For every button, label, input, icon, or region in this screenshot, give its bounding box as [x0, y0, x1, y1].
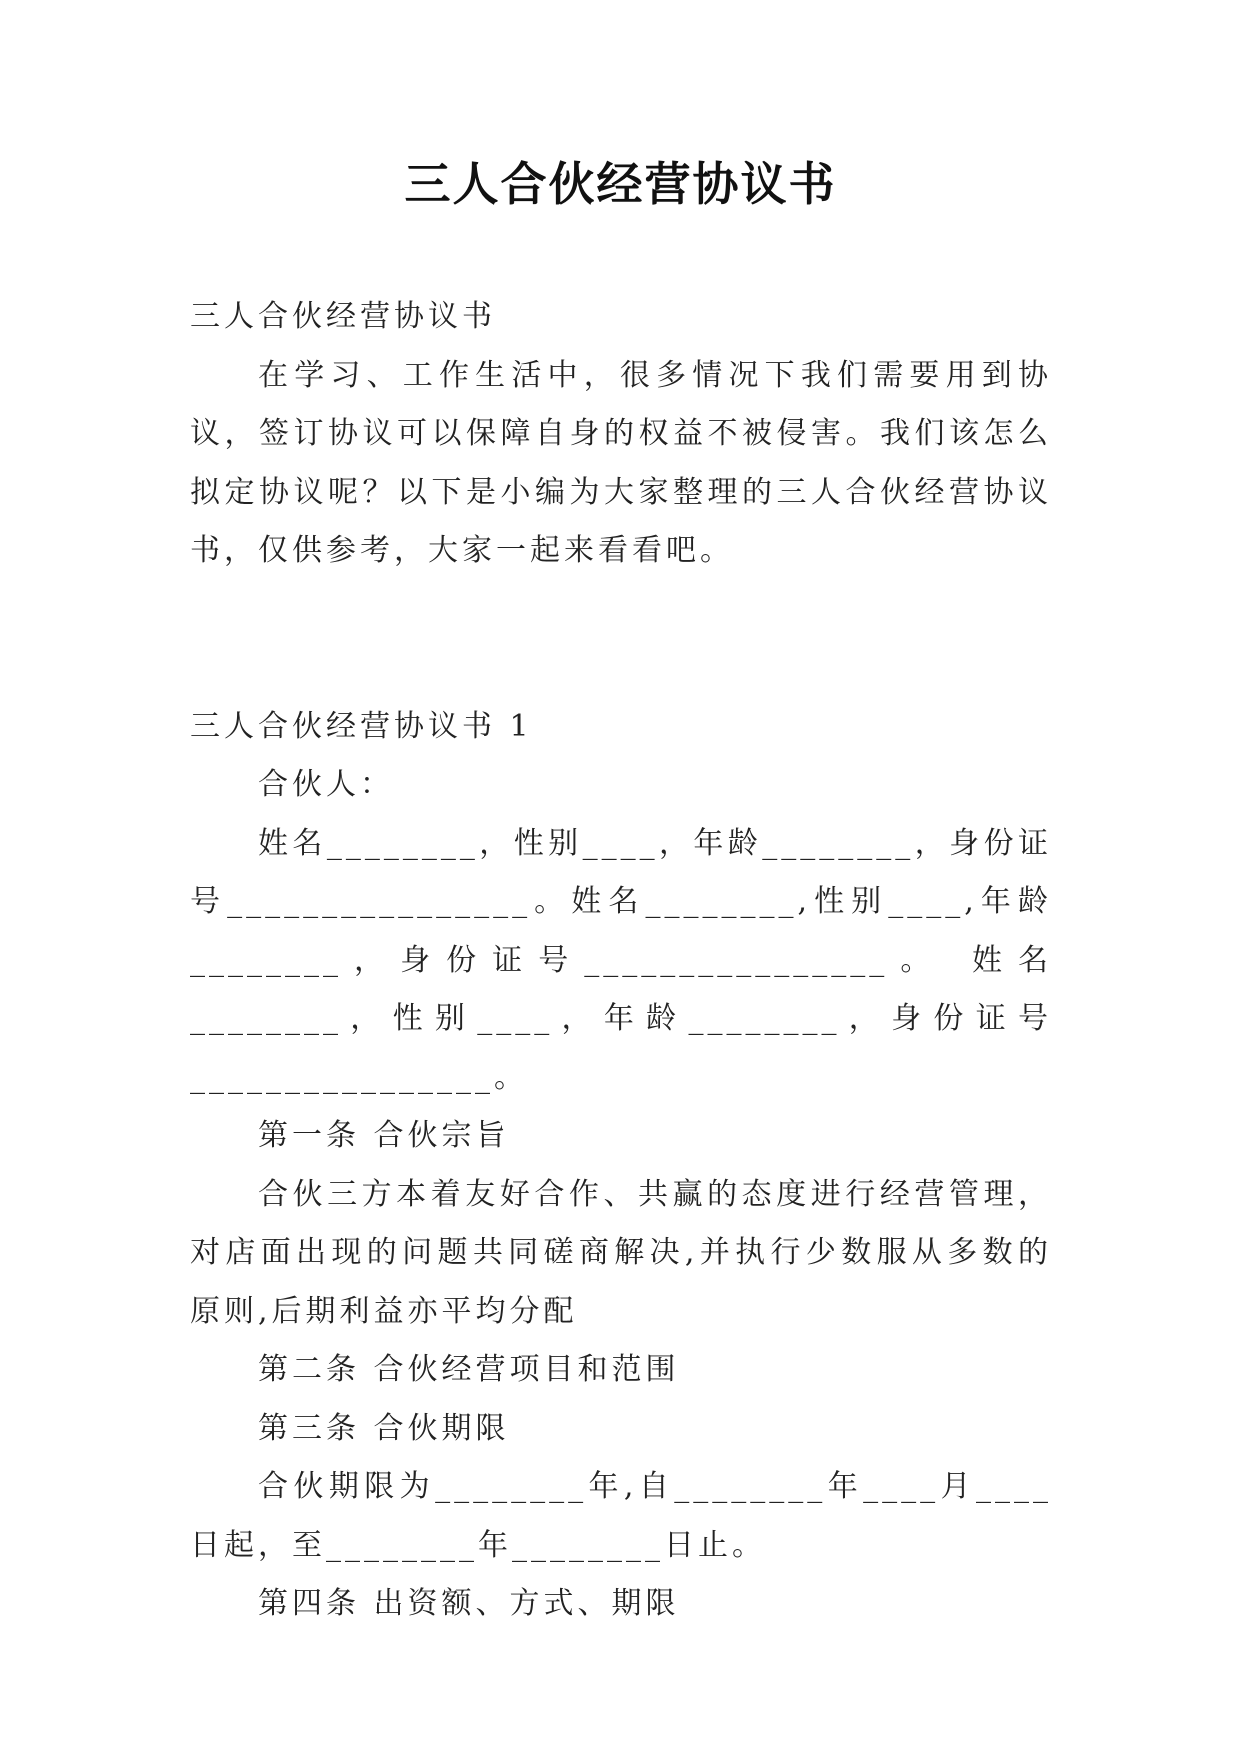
article-1-text: 合伙三方本着友好合作、共赢的态度进行经营管理，对店面出现的问题共同磋商解决,并执行少数服从多数的原则,后期利益亦平均分配 — [190, 1176, 1052, 1329]
document-body — [190, 288, 1052, 1634]
article-2-heading: 第二条 合伙经营项目和范围 — [258, 1352, 680, 1387]
article-4-heading: 第四条 出资额、方式、期限 — [258, 1586, 680, 1621]
document-title: 三人合伙经营协议书 — [404, 157, 837, 211]
article-3-text: 合伙期限为________年,自________年____月____日起，至________年________日止。 — [190, 1469, 1052, 1563]
section-spacer — [190, 581, 1052, 698]
intro-paragraph: 在学习、工作生活中，很多情况下我们需要用到协议，签订协议可以保障自身的权益不被侵害。我们该怎么拟定协议呢？以下是小编为大家整理的三人合伙经营协议书，仅供参考，大家一起来看看吧。 — [190, 357, 1052, 568]
partners-label: 合伙人： — [258, 767, 394, 802]
partners-fields: 姓名________，性别____，年龄________，身份证号________________。姓名________,性别____,年龄________，身份证号________________。 姓名________，性别____，年龄________，身份证号________________。 — [190, 825, 1052, 1095]
article-1-heading: 第一条 合伙宗旨 — [258, 1118, 510, 1153]
agreement-heading: 三人合伙经营协议书 1 — [190, 708, 533, 744]
article-3-heading: 第三条 合伙期限 — [258, 1410, 510, 1446]
intro-heading: 三人合伙经营协议书 — [190, 299, 496, 334]
